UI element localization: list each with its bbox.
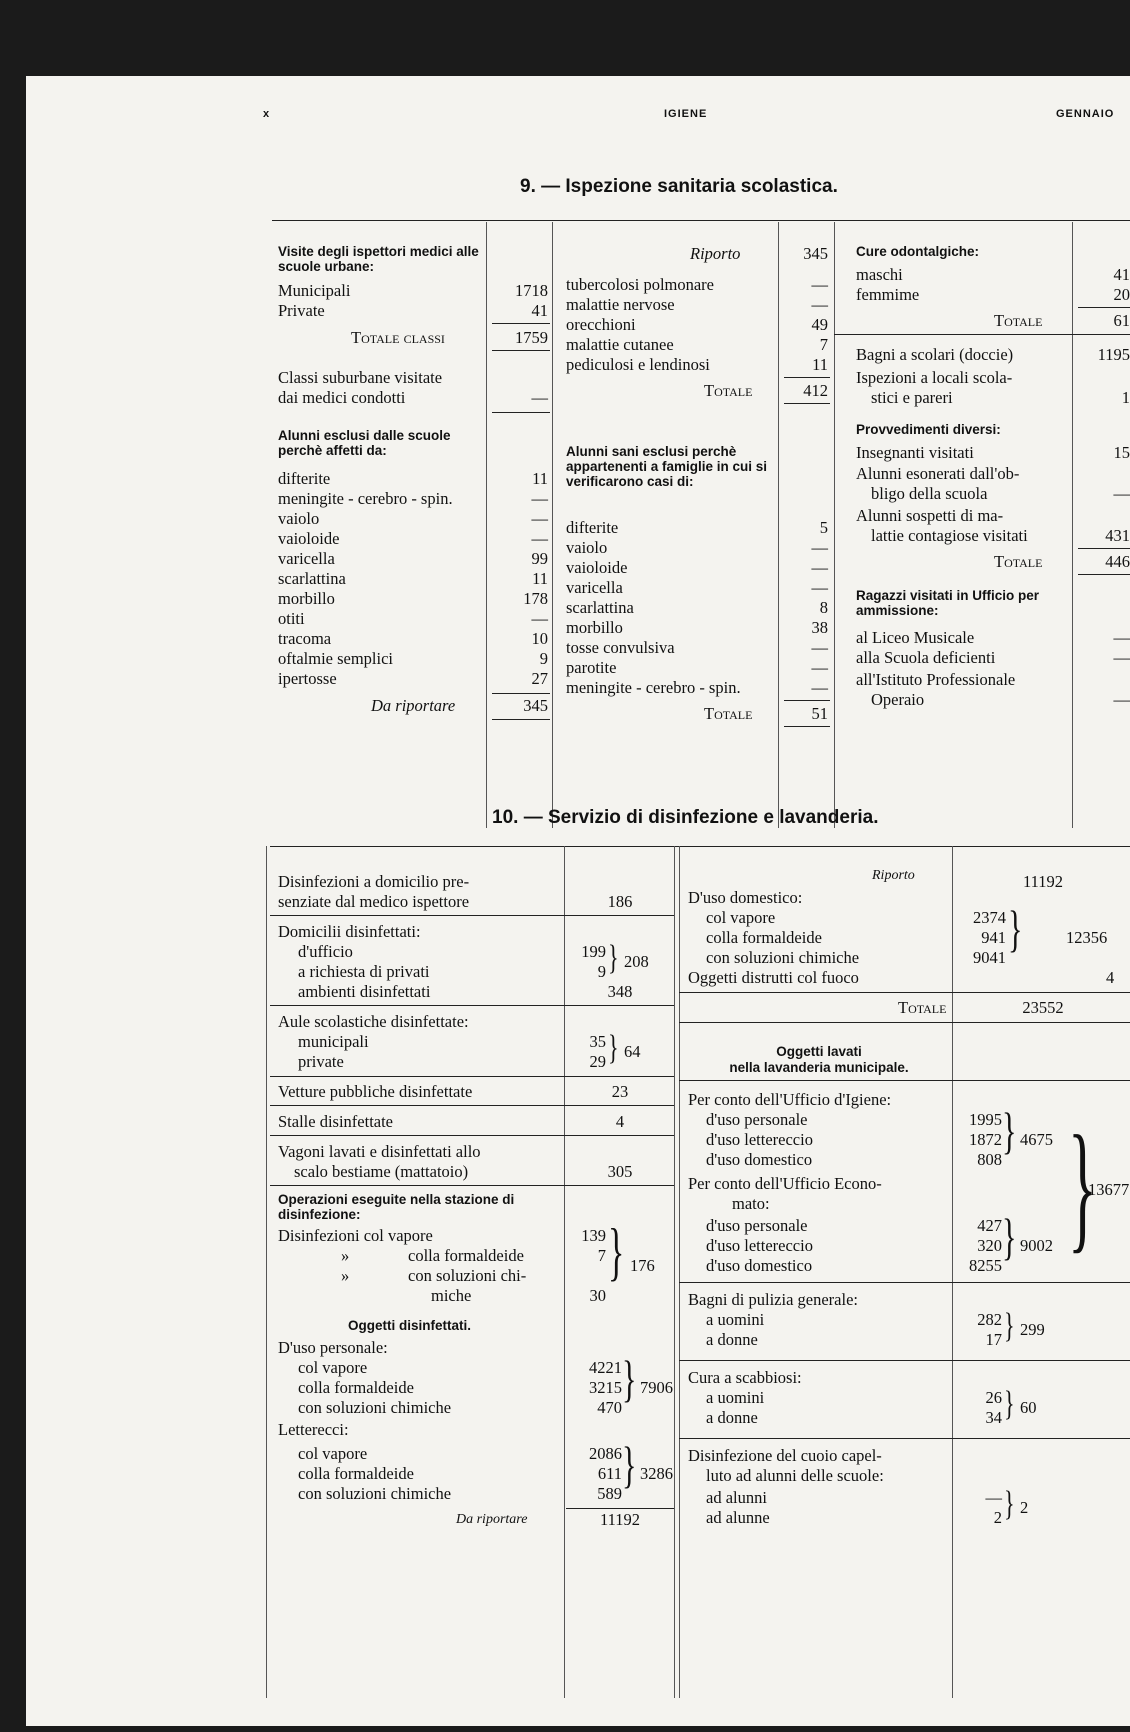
l-vapore-value: 2086 [589,1444,622,1463]
insegnanti-value: 15 [1113,443,1130,462]
brace: } [1002,1209,1017,1266]
table10-top-rule [270,846,1130,847]
ec-personale-label: d'uso personale [706,1216,808,1235]
disinf-formal-value: 7 [597,1246,606,1265]
list-item-label: vaioloide [566,558,628,577]
lavanderia-grand-total: 13677 [1088,1180,1130,1199]
vetture-value: 23 [611,1082,629,1101]
b-total: 299 [1020,1320,1045,1339]
l-formal-label: colla formaldeide [298,1464,414,1483]
bagni-pulizia-heading: Bagni di pulizia generale: [688,1290,858,1309]
col2-item-value: 11 [812,355,828,374]
list-item-value: — [811,678,828,697]
distrutti-value: 4 [1106,968,1115,987]
ec-lettereccio-label: d'uso lettereccio [706,1236,813,1255]
b-donne-label: a donne [706,1330,758,1349]
deficienti-label: alla Scuola deficienti [856,648,996,667]
letterecci-heading: Letterecci: [278,1420,349,1439]
s10-da-riportare-value: 11192 [599,1510,641,1529]
list-item-value: — [811,638,828,657]
section-rule [834,334,1130,335]
brace: } [622,1351,637,1408]
ad-alunni-value: — [985,1488,1002,1507]
aule-private-label: private [298,1052,344,1071]
list-item-label: vaiolo [278,509,320,528]
istituto-label-2: Operaio [871,690,925,709]
list-item-value: 10 [531,629,548,648]
list-item-value: 178 [523,589,548,608]
deficienti-value: — [1113,648,1130,667]
document-page [26,76,1130,1726]
s10-r1-line1: Disinfezioni a domicilio pre- [278,872,470,891]
aule-total: 64 [624,1042,641,1061]
l-chim-value: 589 [597,1484,622,1503]
brace: } [1068,1106,1097,1266]
brace: } [1008,901,1023,958]
domicili-total: 208 [624,952,649,971]
esclusi-heading: Alunni esclusi dalle scuole perchè affetti da: [278,428,451,458]
col2-item-label: pediculosi e lendinosi [566,355,710,374]
riporto-label: Riporto [690,244,741,263]
row-rule [270,1135,674,1136]
disinf-chim-line1: con soluzioni chi- [408,1266,527,1285]
uso-domestico-heading: D'uso domestico: [688,888,803,907]
brace: } [1004,1483,1015,1524]
d-chim-label: con soluzioni chimiche [706,948,860,967]
col2-totale-value: 412 [803,381,828,400]
p-total: 7906 [640,1378,673,1397]
col3-totale-value: 61 [1113,311,1130,330]
list-item-value: 38 [811,618,828,637]
ig-total: 4675 [1020,1130,1053,1149]
cure-heading: Cure odontalgiche: [856,244,980,259]
d-vapore-value: 2374 [973,908,1006,927]
list-item-value: — [531,489,548,508]
da-riportare-value: 345 [523,696,548,715]
p-formal-label: colla formaldeide [298,1378,414,1397]
p-vapore-value: 4221 [589,1358,622,1377]
brace: } [608,1027,619,1068]
l-vapore-label: col vapore [298,1444,368,1463]
list-item-value: 11 [532,469,548,488]
vagoni-line2: scalo bestiame (mattatoio) [294,1162,469,1181]
l-formal-value: 611 [597,1464,622,1483]
b-uomini-label: a uomini [706,1310,765,1329]
col2-item-value: 49 [811,315,828,334]
row-rule [270,1185,674,1186]
s10-totale-label: Totale [898,998,947,1017]
private-label: Private [278,301,325,320]
list-item-value: 9 [539,649,548,668]
row-rule [679,992,1130,993]
page-number: x [263,108,271,120]
d-vapore-label: col vapore [706,908,776,927]
ad-alunni-label: ad alunni [706,1488,767,1507]
disinf-chim-line2: miche [431,1286,472,1305]
liceo-label: al Liceo Musicale [856,628,975,647]
aule-municipali-label: municipali [298,1032,369,1051]
disinf-total: 176 [630,1256,655,1275]
sani-heading: Alunni sani esclusi perchè appartenenti a famiglie in cui si verificarono casi di: [566,444,768,489]
brace: } [608,937,619,978]
lavati-heading-1: Oggetti lavati [776,1044,862,1059]
da-riportare-label: Da riportare [371,696,456,715]
ispettori-heading: Visite degli ispettori medici alle scuole urbane: [278,244,479,274]
istituto-label-1: all'Istituto Professionale [856,670,1016,689]
list-item-label: varicella [278,549,335,568]
suburbane-label-2: dai medici condotti [278,388,406,407]
l-chim-label: con soluzioni chimiche [298,1484,452,1503]
ig-lettereccio-value: 1872 [969,1130,1002,1149]
list-item-label: otiti [278,609,305,628]
row-rule [270,1076,674,1077]
disinf-formal-label: colla formaldeide [408,1246,524,1265]
list-item-value: 99 [531,549,548,568]
c-uomini-value: 26 [985,1388,1002,1407]
table10-vrule [564,846,565,1698]
list-item-label: difterite [278,469,331,488]
b-uomini-value: 282 [977,1310,1002,1329]
ig-personale-label: d'uso personale [706,1110,808,1129]
ig-lettereccio-label: d'uso lettereccio [706,1130,813,1149]
richiesta-label: a richiesta di privati [298,962,430,981]
sum-rule [566,1508,674,1509]
esonerati-value: — [1113,484,1130,503]
distrutti-label: Oggetti distrutti col fuoco [688,968,859,987]
list-item-label: difterite [566,518,619,537]
esonerati-label-1: Alunni esonerati dall'ob- [856,464,1020,483]
uso-personale-heading: D'uso personale: [278,1338,388,1357]
ad-alunne-value: 2 [993,1508,1002,1527]
list-item-value: 11 [532,569,548,588]
vagoni-line1: Vagoni lavati e disinfettati allo [278,1142,481,1161]
running-title: IGIENE [664,108,708,120]
sum-rule [784,377,830,378]
brace: } [608,1217,625,1289]
list-item-label: varicella [566,578,623,597]
ambienti-label: ambienti disinfettati [298,982,431,1001]
sospetti-label-2: lattie contagiose visitati [871,526,1028,545]
row-rule [270,1105,674,1106]
list-item-label: morbillo [566,618,623,637]
disinf-chim-value: 30 [589,1286,606,1305]
p-chim-value: 470 [597,1398,622,1417]
col2-item-value: 7 [819,335,828,354]
bagni-label: Bagni a scolari (doccie) [856,345,1014,364]
femmime-label: femmime [856,285,920,304]
riporto-value: 345 [803,244,828,263]
ig-domestico-label: d'uso domestico [706,1150,813,1169]
table10-vrule [679,846,680,1698]
running-month: GENNAIO [1056,108,1115,120]
sum-rule [492,323,550,324]
s10-r1-line2: senziate dal medico ispettore [278,892,470,911]
disinf-vapore-label: Disinfezioni col vapore [278,1226,433,1245]
list-item-label: morbillo [278,589,335,608]
list-item-value: 5 [819,518,828,537]
sum-rule [784,726,830,727]
d-chim-value: 9041 [973,948,1006,967]
s10-r1-value: 186 [607,892,633,911]
stalle-value: 4 [615,1112,625,1131]
col2-item-label: orecchioni [566,315,636,334]
l-total: 3286 [640,1464,673,1483]
list-item-label: parotite [566,658,617,677]
igiene-heading: Per conto dell'Ufficio d'Igiene: [688,1090,892,1109]
d-formal-value: 941 [981,928,1006,947]
list-item-label: ipertosse [278,669,337,688]
s10-da-riportare-label: Da riportare [456,1512,528,1527]
suburbane-value: — [531,388,548,407]
totale-classi-value: 1759 [515,328,548,347]
list-item-label: vaiolo [566,538,608,557]
list-item-value: — [531,529,548,548]
list-item-label: scarlattina [278,569,346,588]
p-vapore-label: col vapore [298,1358,368,1377]
col2-totale2-label: Totale [704,704,753,723]
col3-totale-label: Totale [994,311,1043,330]
suburbane-label-1: Classi suburbane visitate [278,368,443,387]
col2-item-value: — [811,295,828,314]
table10-vrule [674,846,675,1698]
table10-vrule [952,846,953,1698]
cuoio-total: 2 [1020,1498,1029,1517]
list-item-value: — [811,658,828,677]
col2-totale2-value: 51 [811,704,828,723]
vetture-label: Vetture pubbliche disinfettate [278,1082,473,1101]
list-item-label: vaioloide [278,529,340,548]
d-formal-label: colla formaldeide [706,928,822,947]
section10-title: 10. — Servizio di disinfezione e lavanderia. [492,807,879,828]
row-rule [679,1022,1130,1023]
col3-totale2-value: 446 [1105,552,1130,571]
ec-personale-value: 427 [977,1216,1002,1235]
list-item-value: — [811,538,828,557]
col2-item-value: — [811,275,828,294]
richiesta-value: 9 [597,962,606,981]
list-item-label: oftalmie semplici [278,649,394,668]
ufficio-value: 199 [581,942,606,961]
list-item-label: meningite - cerebro - spin. [566,678,741,697]
row-rule [679,1080,1130,1081]
aule-private-value: 29 [589,1052,606,1071]
cuoio-heading-2: luto ad alunni delle scuole: [706,1466,884,1485]
s10-riporto-label: Riporto [872,868,915,883]
list-item-value: — [811,558,828,577]
liceo-value: — [1113,628,1130,647]
s10-totale-value: 23552 [1022,998,1064,1017]
list-item-value: — [811,578,828,597]
aule-heading: Aule scolastiche disinfettate: [278,1012,469,1031]
p-chim-label: con soluzioni chimiche [298,1398,452,1417]
col2-item-label: tubercolosi polmonare [566,275,715,294]
list-item-value: 8 [819,598,828,617]
list-item-value: 27 [531,669,548,688]
femmime-value: 20 [1113,285,1130,304]
aule-municipali-value: 35 [589,1032,606,1051]
row-rule [270,915,674,916]
cura-heading: Cura a scabbiosi: [688,1368,802,1387]
c-donne-value: 34 [985,1408,1002,1427]
sum-rule [492,350,550,351]
municipali-label: Municipali [278,281,351,300]
bullet-2: » [341,1266,350,1285]
brace: } [622,1437,637,1494]
col3-totale2-label: Totale [994,552,1043,571]
ispezioni-label-2: stici e pareri [871,388,953,407]
ec-total: 9002 [1020,1236,1053,1255]
maschi-value: 41 [1113,265,1130,284]
c-uomini-label: a uomini [706,1388,765,1407]
insegnanti-label: Insegnanti visitati [856,443,974,462]
ispezioni-value: 1 [1121,388,1130,407]
municipali-value: 1718 [515,281,548,300]
ig-domestico-value: 808 [977,1150,1002,1169]
row-rule [270,1005,674,1006]
row-rule [679,1438,1130,1439]
table9-vrule [552,222,553,828]
d-total: 12356 [1066,928,1108,947]
p-formal-value: 3215 [589,1378,622,1397]
row-rule [679,1360,1130,1361]
ufficio-label: d'ufficio [298,942,353,961]
ec-domestico-value: 8255 [969,1256,1002,1275]
list-item-value: — [531,609,548,628]
list-item-label: meningite - cerebro - spin. [278,489,453,508]
col2-totale-label: Totale [704,381,753,400]
totale-classi-label: Totale classi [351,328,445,347]
econ-heading-1: Per conto dell'Ufficio Econo- [688,1174,882,1193]
list-item-value: — [531,509,548,528]
vagoni-value: 305 [607,1162,633,1181]
brace: } [1002,1103,1017,1160]
ec-lettereccio-value: 320 [977,1236,1002,1255]
ispezioni-label-1: Ispezioni a locali scola- [856,368,1013,387]
operazioni-heading: Operazioni eseguite nella stazione di disinfezione: [278,1192,515,1222]
brace: } [1004,1383,1015,1424]
list-item-label: tosse convulsiva [566,638,675,657]
domicili-heading: Domicilii disinfettati: [278,922,421,941]
b-donne-value: 17 [985,1330,1002,1349]
disinf-vapore-value: 139 [581,1226,606,1245]
col2-item-label: malattie cutanee [566,335,674,354]
private-value: 41 [531,301,548,320]
sum-rule [492,412,550,413]
ragazzi-heading: Ragazzi visitati in Ufficio per ammissione: [856,588,1040,618]
sum-rule [784,700,830,701]
s10-riporto-value: 11192 [1022,872,1064,891]
table10-vrule [266,846,267,1698]
sospetti-value: 431 [1105,526,1130,545]
stalle-label: Stalle disinfettate [278,1112,394,1131]
list-item-label: scarlattina [566,598,634,617]
c-total: 60 [1020,1398,1037,1417]
ad-alunne-label: ad alunne [706,1508,770,1527]
sospetti-label-1: Alunni sospetti di ma- [856,506,1004,525]
brace: } [1004,1305,1015,1346]
sum-rule [784,403,830,404]
ambienti-value: 348 [607,982,633,1001]
col2-item-label: malattie nervose [566,295,675,314]
esonerati-label-2: bligo della scuola [871,484,988,503]
c-donne-label: a donne [706,1408,758,1427]
row-rule [679,1282,1130,1283]
list-item-label: tracoma [278,629,332,648]
table9-vrule [834,222,835,828]
sum-rule [1078,574,1130,575]
bullet-1: » [341,1246,350,1265]
ig-personale-value: 1995 [969,1110,1002,1129]
maschi-label: maschi [856,265,903,284]
econ-heading-2: mato: [732,1194,770,1213]
lavati-heading-2: nella lavanderia municipale. [729,1060,909,1075]
sum-rule [1078,548,1130,549]
oggetti-heading: Oggetti disinfettati. [348,1318,471,1333]
section9-title: 9. — Ispezione sanitaria scolastica. [520,176,838,197]
bagni-value: 1195 [1097,345,1130,364]
provvedimenti-heading: Provvedimenti diversi: [856,422,1001,437]
istituto-value: — [1113,690,1130,709]
sum-rule [492,719,550,720]
table9-top-rule [272,220,1130,221]
cuoio-heading-1: Disinfezione del cuoio capel- [688,1446,882,1465]
ec-domestico-label: d'uso domestico [706,1256,813,1275]
sum-rule [492,693,550,694]
sum-rule [1078,307,1130,308]
